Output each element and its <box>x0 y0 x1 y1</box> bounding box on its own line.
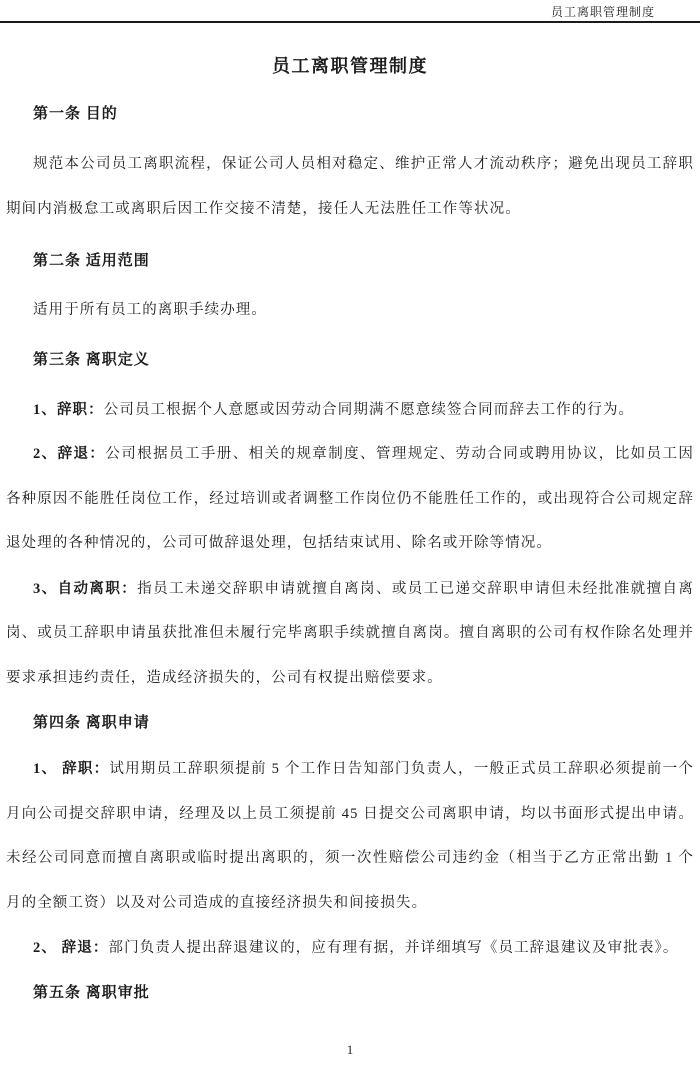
item-text: 试用期员工辞职须提前 5 个工作日告知部门负责人，一般正式员工辞职必须提前一个月向公司提交辞职申请，经理及以上员工须提前 45 日提交公司离职申请，均以书面形式提出申请。未经公司同意而擅自离职或临时提出离职的，须一次性赔偿公司违约金（相当于乙方正常出勤 1 个月的全额工资）以及对公司造成的直接经济损失和间接损失。 <box>6 761 694 911</box>
section-1-paragraph: 规范本公司员工离职流程，保证公司人员相对稳定、维护正常人才流动秩序；避免出现员工辞职期间内消极怠工或离职后因工作交接不清楚，接任人无法胜任工作等状况。 <box>6 156 694 217</box>
list-item-dismissal-definition <box>6 432 694 566</box>
list-item-resignation-application <box>6 747 694 925</box>
header-title: 员工离职管理制度 <box>550 5 655 19</box>
item-text: 指员工未递交辞职申请就擅自离岗、或员工已递交辞职申请但未经批准就擅自离岗、或员工辞职申请虽获批准但未履行完毕离职手续就擅自离岗。擅自离职的公司有权作除名处理并要求承担违约责任，造成经济损失的，公司有权提出赔偿要求。 <box>6 580 695 686</box>
item-label: 3、自动离职： <box>33 580 138 597</box>
page-number: 1 <box>346 1043 354 1057</box>
item-label: 2、 辞退： <box>33 940 109 956</box>
section-3-heading: 第三条 离职定义 <box>33 351 150 368</box>
item-text: 部门负责人提出辞退建议的，应有理有据，并详细填写《员工辞退建议及审批表》。 <box>108 940 679 956</box>
item-text: 公司员工根据个人意愿或因劳动合同期满不愿意续签合同而辞去工作的行为。 <box>103 401 635 418</box>
item-label: 2、辞退： <box>33 446 106 462</box>
section-4-heading: 第四条 离职申请 <box>33 715 150 731</box>
document-title: 员工离职管理制度 <box>272 56 428 76</box>
document-body <box>0 44 700 1016</box>
page-header <box>0 0 700 23</box>
section-1-heading: 第一条 目的 <box>33 106 118 122</box>
list-item-auto-leave-definition <box>6 567 694 701</box>
list-item-resignation-definition <box>6 388 694 433</box>
item-label: 1、 辞职： <box>33 761 110 777</box>
section-2-heading: 第二条 适用范围 <box>33 253 150 269</box>
item-text: 公司根据员工手册、相关的规章制度、管理规定、劳动合同或聘用协议，比如员工因各种原因不能胜任岗位工作，经过培训或者调整工作岗位仍不能胜任工作的，或出现符合公司规定辞退处理的各种情况的，公司可做辞退处理，包括结束试用、除名或开除等情况。 <box>6 446 694 551</box>
section-5-heading: 第五条 离职审批 <box>33 984 150 1001</box>
section-2-paragraph: 适用于所有员工的离职手续办理。 <box>33 302 267 318</box>
list-item-dismissal-application <box>6 926 694 971</box>
item-label: 1、辞职： <box>33 401 104 418</box>
page-footer <box>0 1042 700 1058</box>
